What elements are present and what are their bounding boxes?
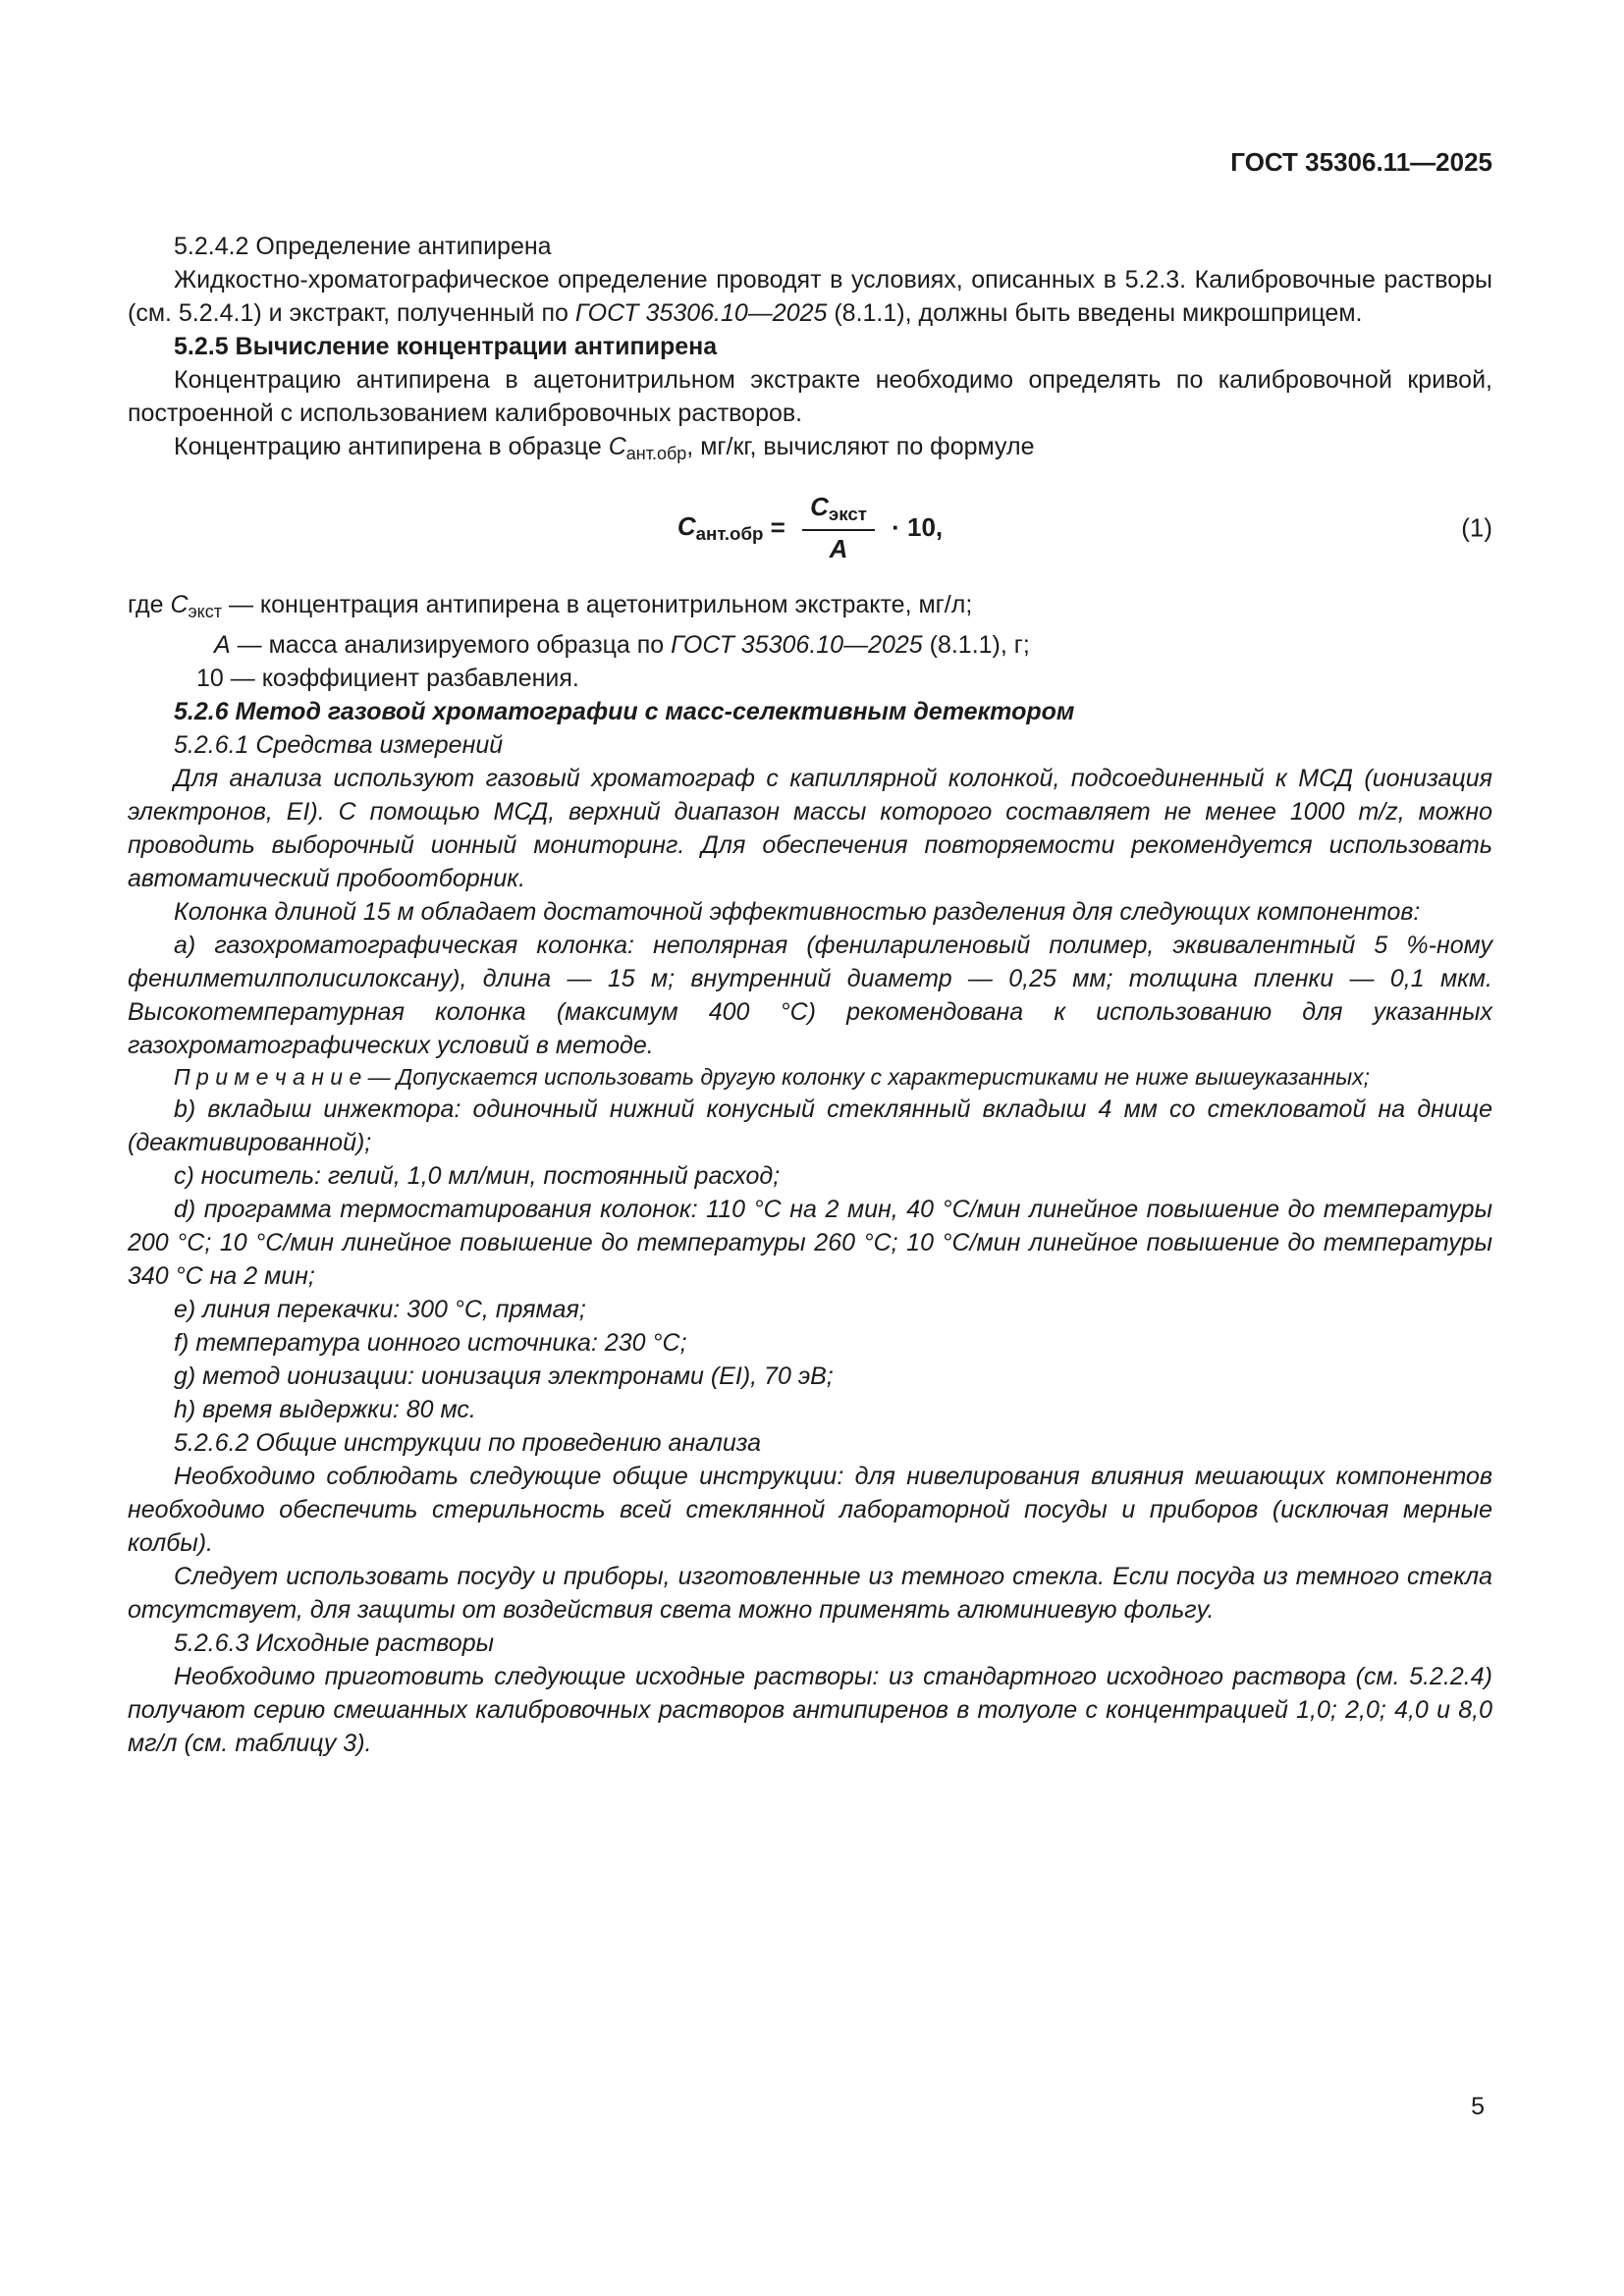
para-5261-1: Для анализа используют газовый хроматограф с капиллярной колонкой, подсоединенный к МСД (ионизация электронов, EI). С помощью МСД, верхний диапазон массы которого составляет не менее 1000 m/z, можно проводить выборочный ионный мониторинг. Для обеспечения повторяемости рекомендуется использовать автоматический пробоотборник.	[128, 764, 1492, 892]
equals-sign: =	[763, 512, 793, 543]
note-column: П р и м е ч а н и е — Допускается использовать другую колонку с характеристиками не ниже вышеуказанных;	[174, 1063, 1371, 1090]
list-item-h: h) время выдержки: 80 мс.	[174, 1395, 476, 1423]
para-525-2: Концентрацию антипирена в образце $С_{ант.обр}$, мг/кг, вычисляют по формуле	[174, 433, 1035, 464]
where-line-2: А — масса анализируемого образца по ГОСТ 35306.10—2025 (8.1.1), г;	[214, 630, 1030, 659]
formula-expression	[677, 492, 943, 564]
formula-tail: · 10,	[884, 512, 944, 543]
formula-fraction	[802, 492, 875, 564]
where-line-3: 10 — коэффициент разбавления.	[196, 664, 579, 692]
running-header: ГОСТ 35306.11—2025	[1230, 147, 1492, 177]
where-line-1: где $С_{экст}$ — концентрация антипирена в ацетонитрильном экстракте, мг/л;	[128, 590, 973, 621]
document-body	[128, 230, 1492, 1760]
fraction-numerator: $С_{экст}$	[802, 492, 875, 531]
list-item-g: g) метод ионизации: ионизация электронами (EI), 70 эВ;	[174, 1362, 834, 1390]
para-5263-1: Необходимо приготовить следующие исходные растворы: из стандартного исходного раствора (см. 5.2.2.4) получают серию смешанных калибровочных растворов антипиренов в толуоле с концентрацией 1,0; 2,0; 4,0 и 8,0 мг/л (см. таблицу 3).	[128, 1662, 1492, 1757]
clause-525-heading: 5.2.5 Вычисление концентрации антипирена	[174, 333, 718, 360]
para-5261-2: Колонка длиной 15 м обладает достаточной эффективностью разделения для следующих компонентов:	[174, 897, 1421, 926]
para-5262-1: Необходимо соблюдать следующие общие инструкции: для нивелирования влияния мешающих компонентов необходимо обеспечить стерильность всей стеклянной лабораторной посуды и приборов (исключая мерные колбы).	[128, 1462, 1492, 1557]
list-item-e: е) линия перекачки: 300 °С, прямая;	[174, 1295, 586, 1323]
formula-number: (1)	[1461, 512, 1492, 543]
para-525-1: Концентрацию антипирена в ацетонитрильном экстракте необходимо определять по калибровочной кривой, построенной с использованием калибровочных растворов.	[128, 366, 1492, 427]
formula-lhs: $С_{ант.обр}$	[677, 510, 764, 544]
page-number: 5	[1471, 2093, 1485, 2120]
list-item-d: d) программа термостатирования колонок: 110 °С на 2 мин, 40 °С/мин линейное повышение до температуры 200 °С; 10 °С/мин линейное повышение до температуры 260 °С; 10 °С/мин линейное повышение до температуры 340 °С на 2 мин;	[128, 1195, 1492, 1290]
formula-1	[128, 492, 1492, 564]
para-5262-2: Следует использовать посуду и приборы, изготовленные из темного стекла. Если посуда из темного стекла отсутствует, для защиты от воздействия света можно применять алюминиевую фольгу.	[128, 1562, 1492, 1624]
list-item-b: b) вкладыш инжектора: одиночный нижний конусный стеклянный вкладыш 4 мм со стекловатой на днище (деактивированной);	[128, 1095, 1492, 1156]
clause-5261-heading: 5.2.6.1 Средства измерений	[174, 730, 504, 759]
list-item-a: а) газохроматографическая колонка: неполярная (фенилариленовый полимер, эквивалентный 5 %-ному фенилметилполисилоксану), длина — 15 м; внутренний диаметр — 0,25 мм; толщина пленки — 0,1 мкм. Высокотемпературная колонка (максимум 400 °С) рекомендована к использованию для указанных газохроматографических условий в методе.	[128, 931, 1492, 1059]
clause-5242-heading: 5.2.4.2 Определение антипирена	[174, 233, 552, 260]
list-item-c: с) носитель: гелий, 1,0 мл/мин, постоянный расход;	[174, 1161, 781, 1190]
para-5242-body: Жидкостно-хроматографическое определение проводят в условиях, описанных в 5.2.3. Калибровочные растворы (см. 5.2.4.1) и экстракт, полученный по ГОСТ 35306.10—2025 (8.1.1), должны быть введены микрошприцем.	[128, 266, 1492, 327]
clause-5263-heading: 5.2.6.3 Исходные растворы	[174, 1629, 495, 1657]
clause-526-heading: 5.2.6 Метод газовой хроматографии с масс-селективным детектором	[174, 697, 1075, 725]
list-item-f: f) температура ионного источника: 230 °С;	[174, 1328, 687, 1357]
clause-5262-heading: 5.2.6.2 Общие инструкции по проведению анализа	[174, 1428, 762, 1457]
fraction-denominator: А	[829, 533, 848, 563]
